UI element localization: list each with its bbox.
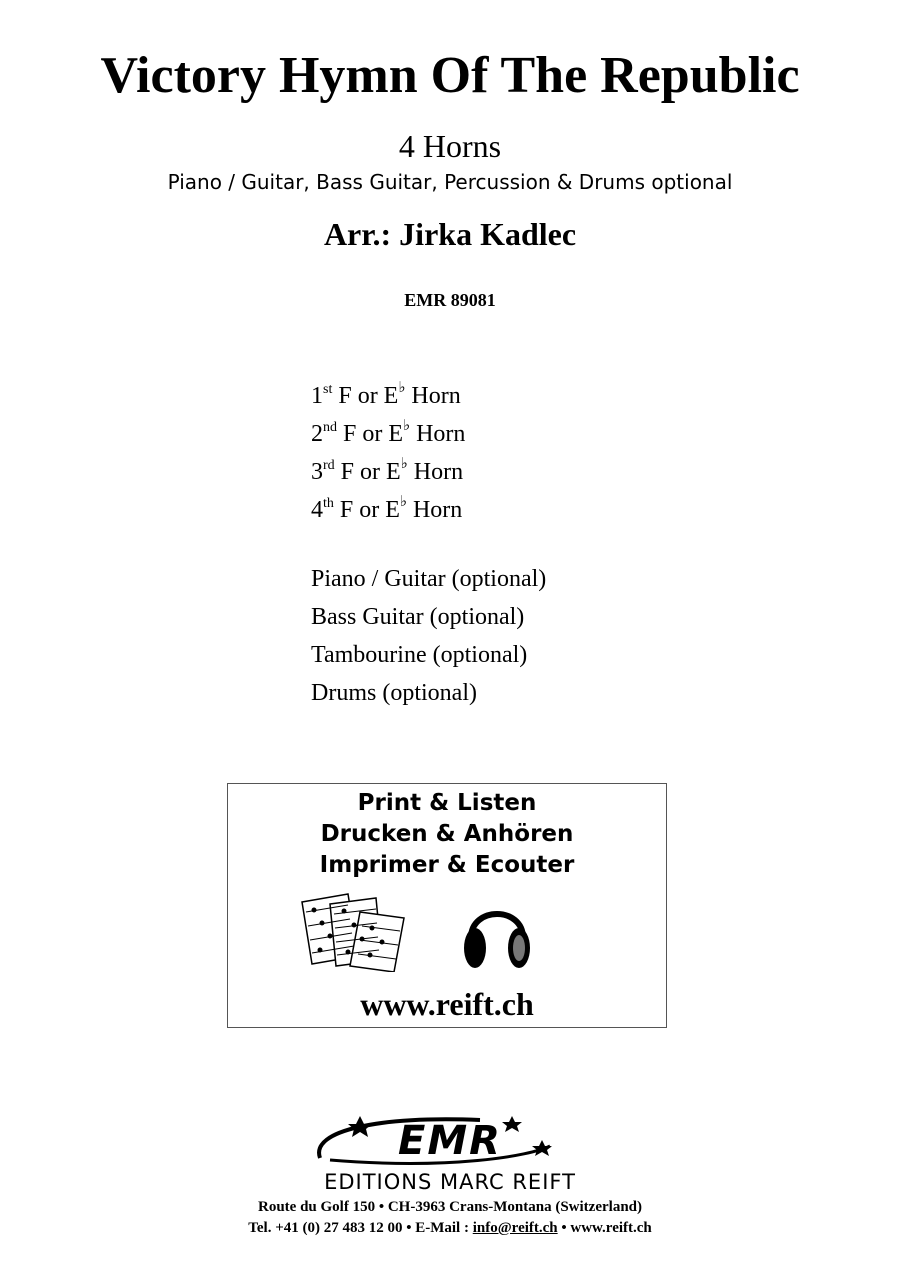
flat-sign: ♭ <box>403 416 411 434</box>
promo-line-english: Print & Listen <box>357 790 537 816</box>
flat-sign: ♭ <box>400 454 408 472</box>
part-instrument: Horn <box>406 497 463 523</box>
part-number: 3 <box>311 459 323 485</box>
print-listen-box <box>227 783 667 1028</box>
promo-url[interactable]: www.reift.ch <box>360 986 534 1022</box>
ordinal-suffix: nd <box>323 420 337 435</box>
part-instrument: Horn <box>405 383 461 409</box>
flat-sign: ♭ <box>398 378 406 396</box>
contact-web: • www.reift.ch <box>557 1220 652 1236</box>
ordinal-suffix: st <box>323 382 333 397</box>
contact-phone: Tel. +41 (0) 27 483 12 00 • E-Mail : <box>248 1220 473 1236</box>
logo-text: EMR <box>398 1118 502 1164</box>
optional-part-bass: Bass Guitar (optional) <box>311 604 525 630</box>
publisher-address: Route du Golf 150 • CH-3963 Crans-Montana (Switzerland) <box>258 1199 642 1215</box>
optional-part-piano: Piano / Guitar (optional) <box>311 566 547 592</box>
part-number: 1 <box>311 383 323 409</box>
optional-part-drums: Drums (optional) <box>311 680 477 706</box>
scoring: 4 Horns <box>398 128 502 164</box>
horn-part-3 <box>311 444 465 485</box>
ordinal-suffix: rd <box>323 458 335 473</box>
optional-parts-list <box>311 560 546 712</box>
optional-part-tambourine: Tambourine (optional) <box>311 642 528 668</box>
horn-part-1 <box>311 368 465 409</box>
horn-part-4 <box>311 482 465 523</box>
arranger: Arr.: Jirka Kadlec <box>323 216 577 252</box>
part-instrument: Horn <box>410 421 466 447</box>
sheet-music-icon <box>300 890 410 972</box>
promo-line-german: Drucken & Anhören <box>320 821 574 847</box>
promo-line-french: Imprimer & Ecouter <box>319 852 575 878</box>
flat-sign: ♭ <box>399 492 407 510</box>
part-key: F or E <box>332 383 399 409</box>
part-key: F or E <box>334 459 401 485</box>
part-number: 2 <box>311 421 323 447</box>
part-instrument: Horn <box>407 459 464 485</box>
page-title: Victory Hymn Of The Republic <box>100 47 800 104</box>
headphones-icon <box>461 892 533 972</box>
horn-part-2 <box>311 406 466 447</box>
catalog-number: EMR 89081 <box>404 290 496 310</box>
publisher-name: EDITIONS MARC REIFT <box>324 1170 576 1194</box>
horn-parts-list <box>311 368 466 523</box>
part-number: 4 <box>311 497 323 523</box>
ordinal-suffix: th <box>323 496 334 511</box>
part-key: F or E <box>333 497 400 523</box>
publisher-contact <box>0 1220 900 1237</box>
part-key: F or E <box>337 421 403 447</box>
contact-email-link[interactable]: info@reift.ch <box>472 1220 558 1236</box>
instrumentation: Piano / Guitar, Bass Guitar, Percussion & Drums optional <box>167 170 733 194</box>
